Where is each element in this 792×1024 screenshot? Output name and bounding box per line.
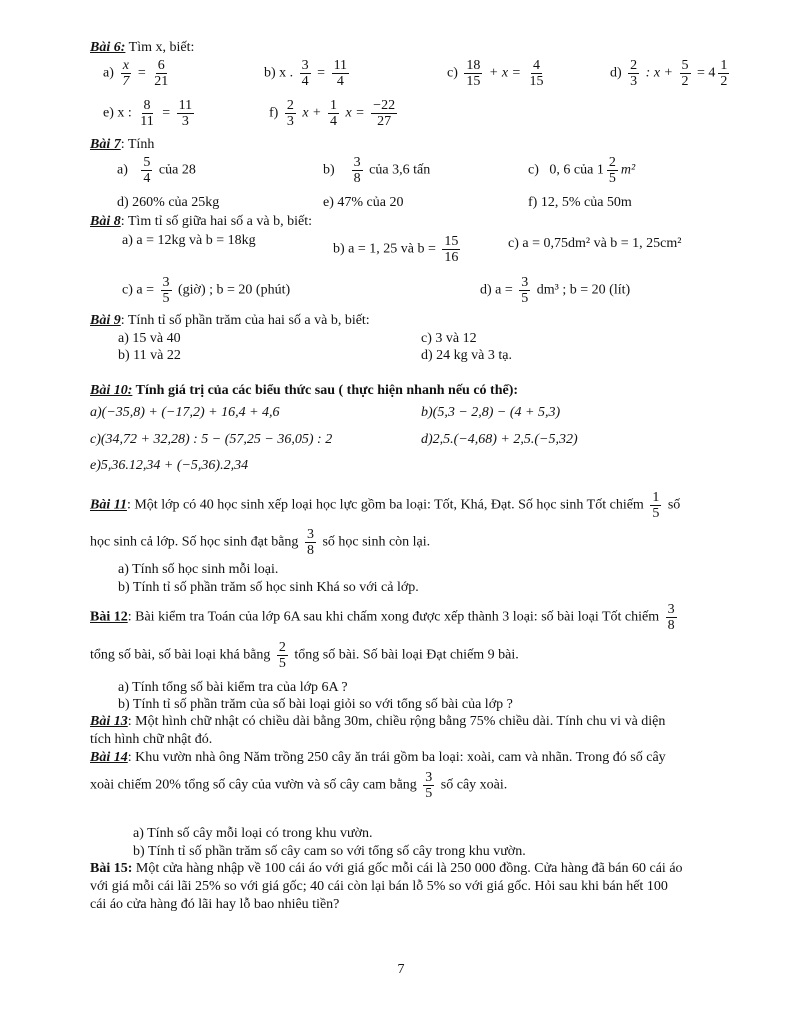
b8-item-c: c) a = $\frac{3}{5}$ (giờ) ; b = 20 (phút)	[122, 275, 291, 306]
b9-item-a: a) 15 và 40	[118, 331, 181, 346]
b8-item-a: a) a = 12kg và b = 18kg	[122, 233, 256, 248]
b11-item-a: a) Tính số học sinh mỗi loại.	[118, 562, 279, 577]
fraction: $\frac{5}{2}$	[681, 58, 689, 89]
fraction: $\frac{1}{4}$	[330, 98, 337, 129]
b7-item-e: e) 47% của 20	[323, 195, 404, 210]
b15-title: Bài 15:	[90, 861, 133, 876]
b6-title: Bài 6:	[90, 40, 126, 55]
b13-line1: Bài 13: Một hình chữ nhật có chiều dài bằng 30m, chiều rộng bằng 75% chiều dài. Tính chu vi và diện	[90, 714, 666, 729]
b10-intro: Tính giá trị của các biểu thức sau ( thực hiện nhanh nếu có thể):	[132, 383, 519, 398]
b15-line1: Bài 15: Một cửa hàng nhập về 100 cái áo với giá gốc mỗi cái là 250 000 đồng. Cửa hàng đã bán 60 cái áo	[90, 861, 683, 876]
b12-line2: tổng số bài, số bài loại khá bằng $\frac{2}{5}$ tổng số bài. Số bài loại Đạt chiếm 9 bài.	[90, 640, 519, 671]
b6-intro: Tìm x, biết:	[128, 40, 195, 55]
b12-title: Bài 12	[90, 609, 128, 625]
fraction: $\frac{18}{15}$	[466, 58, 481, 89]
fraction: $\frac{x}{7}$	[122, 58, 130, 89]
b10-title: Bài 10:	[90, 383, 133, 398]
fraction: $\frac{4}{15}$	[529, 58, 544, 89]
fraction: $\frac{5}{4}$	[143, 155, 151, 186]
fraction: $\frac{11}{3}$	[178, 98, 193, 129]
b15-line3: cái áo cửa hàng đó lãi hay lỗ bao nhiêu tiền?	[90, 897, 340, 912]
b8-item-b: b) a = 1, 25 và b = $\frac{15}{16}$	[333, 234, 459, 265]
fraction: $\frac{3}{5}$	[425, 770, 433, 801]
fraction: $\frac{1}{2}$	[720, 58, 728, 89]
b14-item-b: b) Tính tỉ số phần trăm số cây cam so với tổng số cây trong khu vườn.	[133, 844, 526, 859]
b9-item-d: d) 24 kg và 3 tạ.	[421, 348, 512, 363]
fraction: $\frac{11}{4}$	[333, 58, 348, 89]
fraction: $\frac{8}{11}$	[140, 98, 154, 129]
fraction: $\frac{3}{8}$	[306, 527, 314, 558]
b9-heading	[90, 313, 370, 329]
b7-item-d: d) 260% của 25kg	[117, 195, 220, 210]
b6-heading	[90, 40, 194, 56]
b9-intro: : Tính tỉ số phần trăm của hai số a và b, biết:	[120, 313, 370, 328]
b7-intro: : Tính	[120, 137, 155, 152]
b10-heading	[90, 383, 518, 399]
b7-item-b: b) $\frac{3}{8}$ của 3,6 tấn	[323, 155, 431, 186]
b15-line2: với giá mỗi cái lãi 25% so với giá gốc; 40 cái còn lại bán lỗ 5% so với giá gốc. Hỏi sau khi bán hết 100	[90, 879, 668, 894]
b9-item-b: b) 11 và 22	[118, 348, 181, 363]
b6-item-d: d) $\frac{2}{3}$ : x + $\frac{5}{2}$ = 4 $\frac{1}{2}$	[610, 58, 728, 89]
fraction: $\frac{2}{3}$	[286, 98, 294, 129]
b11-line2: học sinh cả lớp. Số học sinh đạt bằng $\frac{3}{8}$ số học sinh còn lại.	[90, 527, 431, 558]
b9-item-c: c) 3 và 12	[421, 331, 477, 346]
b11-title: Bài 11	[90, 497, 127, 513]
b13-title: Bài 13	[90, 714, 128, 729]
fraction: $\frac{3}{8}$	[353, 155, 361, 186]
b6-item-b: b) x . $\frac{3}{4}$ = $\frac{11}{4}$	[264, 58, 348, 89]
b6-item-c: c) $\frac{18}{15}$ + x = $\frac{4}{15}$	[447, 58, 544, 89]
b10-expr-b: b)(5,3 − 2,8) − (4 + 5,3)	[421, 405, 561, 420]
b7-item-a: a) $\frac{5}{4}$ của 28	[117, 155, 196, 186]
b7-item-c: c) 0, 6 của 1 $\frac{2}{5}$ m²	[528, 155, 636, 186]
b11-line1: Bài 11: Một lớp có 40 học sinh xếp loại học lực gồm ba loại: Tốt, Khá, Đạt. Số học sinh Tốt chiếm $\frac{1}{5}$ số	[90, 490, 681, 521]
b11-item-b: b) Tính tỉ số phần trăm số học sinh Khá so với cả lớp.	[118, 580, 419, 595]
b9-title: Bài 9	[90, 313, 121, 328]
b10-expr-e: e)5,36.12,34 + (−5,36).2,34	[90, 458, 249, 473]
b6-item-e: e) x : $\frac{8}{11}$ = $\frac{11}{3}$	[103, 98, 193, 129]
fraction: $\frac{2}{5}$	[608, 155, 616, 186]
b14-line1: Bài 14: Khu vườn nhà ông Năm trồng 250 cây ăn trái gồm ba loại: xoài, cam và nhãn. Trong đó số cây	[90, 750, 666, 765]
page-number: 7	[397, 962, 405, 977]
b14-item-a: a) Tính số cây mỗi loại có trong khu vườn.	[133, 826, 373, 841]
b7-title: Bài 7	[90, 137, 121, 152]
b7-item-f: f) 12, 5% của 50m	[528, 195, 632, 210]
b8-item-d: d) a = $\frac{3}{5}$ dm³ ; b = 20 (lít)	[480, 275, 631, 306]
fraction: $\frac{3}{4}$	[301, 58, 309, 89]
fraction: $\frac{2}{3}$	[630, 58, 638, 89]
fraction: $\frac{2}{5}$	[278, 640, 286, 671]
b8-intro: : Tìm tỉ số giữa hai số a và b, biết:	[120, 214, 312, 229]
fraction: $\frac{1}{5}$	[652, 490, 660, 521]
b14-line2: xoài chiếm 20% tổng số cây của vườn và số cây cam bằng $\frac{3}{5}$ số cây xoài.	[90, 770, 508, 801]
b12-item-a: a) Tính tổng số bài kiểm tra của lớp 6A ?	[118, 680, 348, 695]
b8-item-c-top: c) a = 0,75dm² và b = 1, 25cm²	[508, 236, 682, 251]
b14-title: Bài 14	[90, 750, 128, 765]
fraction: $\frac{-22}{27}$	[373, 98, 396, 129]
b13-line2: tích hình chữ nhật đó.	[90, 732, 213, 747]
b7-heading	[90, 137, 154, 153]
fraction: $\frac{6}{21}$	[154, 58, 169, 89]
fraction: $\frac{3}{8}$	[667, 602, 675, 633]
b10-expr-a: a)(−35,8) + (−17,2) + 16,4 + 4,6	[90, 405, 280, 420]
b8-heading	[90, 214, 312, 230]
fraction: $\frac{3}{5}$	[521, 275, 529, 306]
b6-item-a: a) $\frac{x}{7}$ = $\frac{6}{21}$	[103, 58, 169, 89]
b12-line1: Bài 12: Bài kiểm tra Toán của lớp 6A sau khi chấm xong được xếp thành 3 loại: số bài loại Tốt chiếm $\frac{3}{8}$	[90, 602, 675, 633]
b12-item-b: b) Tính tỉ số phần trăm của số bài loại giỏi so với tổng số bài của lớp ?	[118, 697, 513, 712]
b6-item-f: f) $\frac{2}{3}$ x + $\frac{1}{4}$ x = $\frac{-22}{27}$	[269, 98, 396, 129]
fraction: $\frac{3}{5}$	[162, 275, 170, 306]
b10-expr-c: c)(34,72 + 32,28) : 5 − (57,25 − 36,05) : 2	[90, 432, 333, 447]
b10-expr-d: d)2,5.(−4,68) + 2,5.(−5,32)	[421, 432, 578, 447]
b8-title: Bài 8	[90, 214, 121, 229]
fraction: $\frac{15}{16}$	[444, 234, 459, 265]
